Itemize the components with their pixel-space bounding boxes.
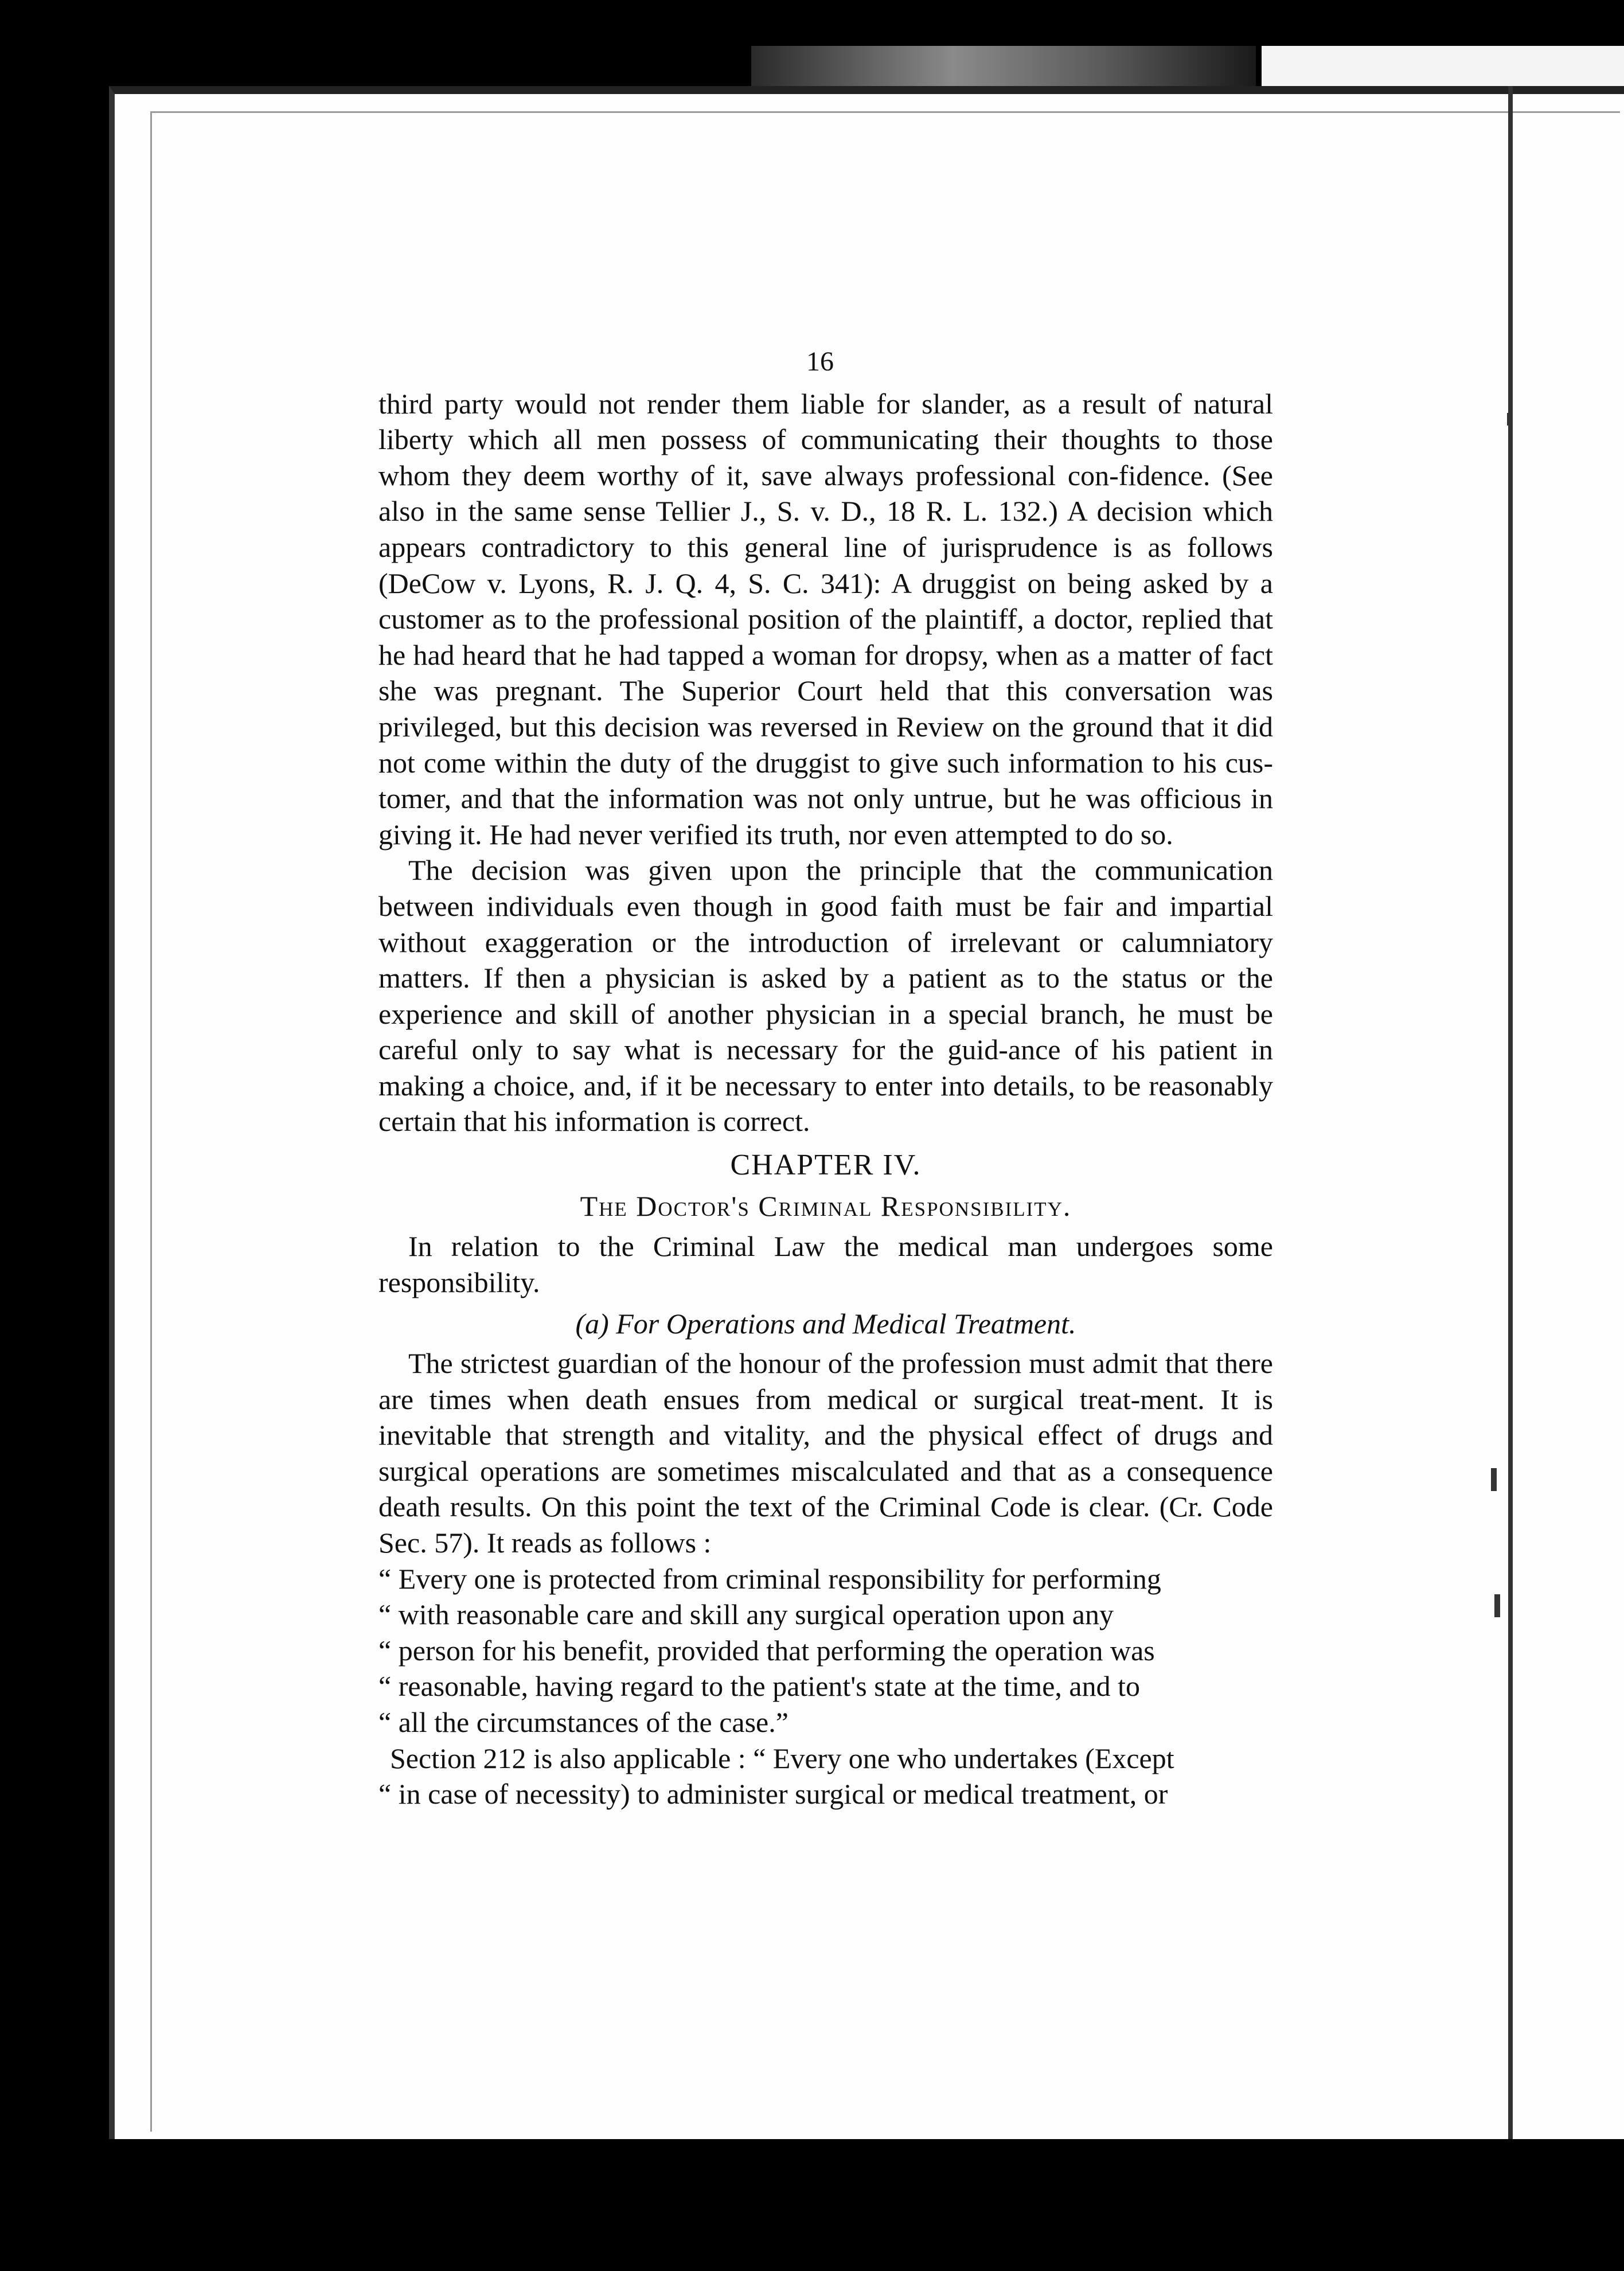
margin-mark (1507, 413, 1512, 426)
paragraph-line: Section 212 is also applicable : “ Every one who undertakes (Except (390, 1742, 1174, 1774)
page-text (378, 344, 1273, 1812)
paragraph-line: “ in case of necessity) to administer surgical or medical treatment, or (378, 1778, 1168, 1810)
margin-mark (1491, 1468, 1497, 1491)
quotation (378, 1561, 1273, 1741)
quote-line: “ all the circumstances of the case.” (378, 1706, 788, 1738)
margin-mark (1494, 1594, 1500, 1617)
paragraph: The strictest guardian of the honour of the profession must admit that there are times when death ensues from medical or surgical treat-ment. It is inevitable that strength and vitality, and the physical effect of drugs and surgical operations are sometimes miscalculated and that as a consequence death results. On this point the text of the Criminal Code is clear. (Cr. Code Sec. 57). It reads as follows : (378, 1347, 1273, 1559)
page-number: 16 (806, 346, 834, 377)
quote-line: “ Every one is protected from criminal responsibility for performing (378, 1562, 1161, 1595)
paragraph (378, 1741, 1273, 1812)
quote-line: “ with reasonable care and skill any surgical operation upon any (378, 1598, 1114, 1631)
page-gutter (1508, 86, 1513, 2139)
section-heading: (a) For Operations and Medical Treatment. (575, 1308, 1076, 1340)
chapter-heading: CHAPTER IV. (730, 1149, 922, 1182)
paragraph: The decision was given upon the principle that the communication between individuals even though in good faith must be fair and impartial without exaggeration or the introduction of irrelevant or calumniatory matters. If then a physician is asked by a patient as to the status or the experience and skill of another physician in a special branch, he must be careful only to say what is necessary for the guid-ance of his patient in making a choice, and, if it be necessary to enter into details, to be reasonably certain that his information is correct. (378, 854, 1273, 1138)
chapter-title: The Doctor's Criminal Responsibility. (580, 1189, 1072, 1222)
paragraph: third party would not render them liable for slander, as a result of natural liberty which all men possess of communicating their thoughts to those whom they deem worthy of it, save always professional con-fidence. (See also in the same sense Tellier J., S. v. D., 18 R. L. 132.) A decision which appears contradictory to this general line of jurisprudence is as follows (DeCow v. Lyons, R. J. Q. 4, S. C. 341): A druggist on being asked by a customer as to the professional position of the plaintiff, a doctor, replied that he had heard that he had tapped a woman for dropsy, when as a matter of fact she was pregnant. The Superior Court held that this conversation was privileged, but this decision was reversed in Review on the ground that it did not come within the duty of the druggist to give such information to his cus-tomer, and that the information was not only untrue, but he was officious in giving it. He had never verified its truth, nor even attempted to do so. (378, 387, 1273, 850)
quote-line: “ reasonable, having regard to the patient's state at the time, and to (378, 1670, 1140, 1703)
scan-background-top (751, 46, 1256, 86)
paragraph: In relation to the Criminal Law the medical man undergoes some responsibility. (378, 1230, 1273, 1298)
quote-line: “ person for his benefit, provided that performing the operation was (378, 1634, 1155, 1667)
